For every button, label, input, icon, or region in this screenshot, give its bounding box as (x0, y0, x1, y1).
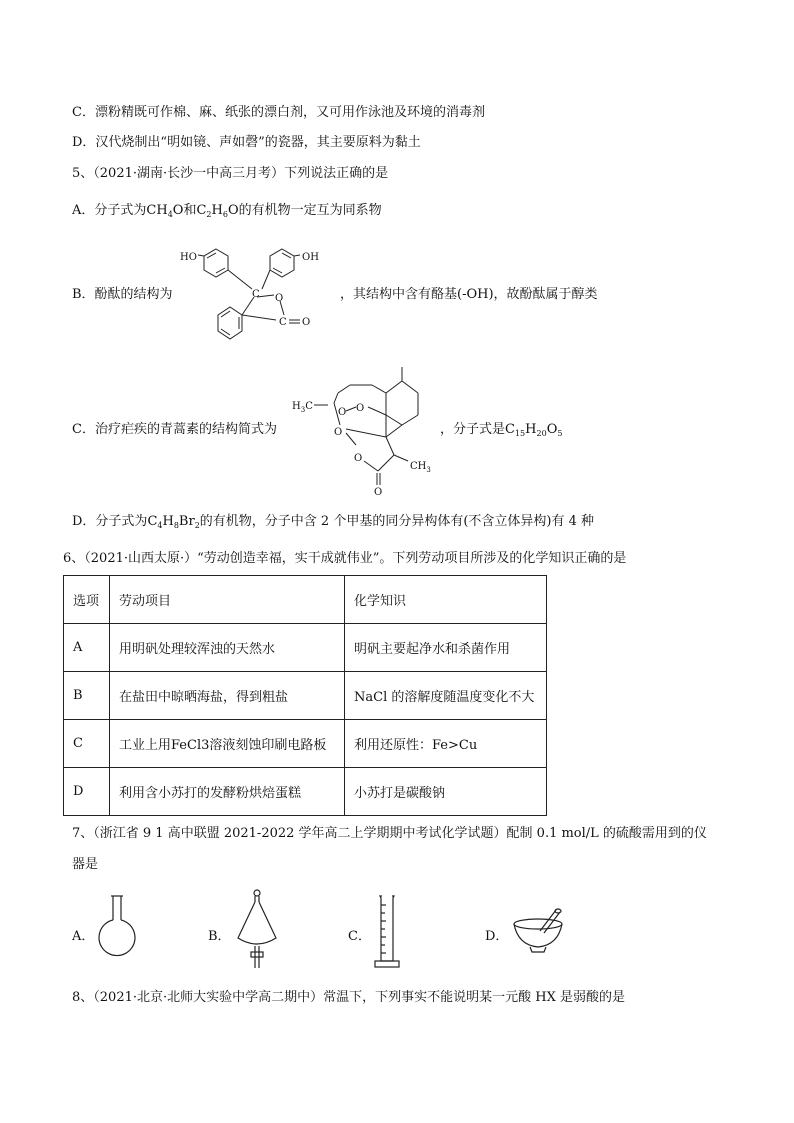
graduated-cylinder-icon (372, 893, 402, 973)
table-row (64, 624, 547, 672)
ether-o-label: O (334, 427, 343, 438)
option-c-text: C．漂粉精既可作棉、麻、纸张的漂白剂，又可用作泳池及环境的消毒剂 (72, 105, 485, 120)
table-cell: 利用含小苏打的发酵粉烘焙蛋糕 (110, 768, 345, 816)
peroxide-o2-label: O (338, 407, 347, 418)
question-5-option-b-pre: B．酚酞的结构为 (72, 287, 173, 302)
q7-option-a-label: A． (72, 929, 95, 944)
mortar-and-pestle-icon (510, 907, 568, 955)
table-header-cell: 化学知识 (345, 576, 547, 624)
option-d-text: D．汉代烧制出“明如镜、声如磬”的瓷器，其主要原料为黏土 (72, 135, 421, 150)
table-cell: B (64, 672, 110, 720)
question-5-option-d: D．分子式为$C_4H_8Br_2$的有机物，分子中含 2 个甲基的同分异构体有(不含立体异构)有 4 种 (72, 514, 595, 530)
question-7-stem-line1: 7、（浙江省 9 1 高中联盟 2021-2022 学年高二上学期期中考试化学试题）配制 0.1 mol/L 的硫酸需用到的仪 (72, 826, 707, 841)
h3c-label: $H_3C$ (292, 401, 313, 414)
question-5-option-b-post: ，其结构中含有酪基(-OH)，故酚酞属于醇类 (340, 287, 598, 302)
oh-label: OH (302, 252, 319, 263)
carbonyl-carbon-label: C (279, 317, 287, 328)
table-header-cell: 选项 (64, 576, 110, 624)
q7-option-b-label: B． (208, 929, 231, 944)
question-5-option-c-post: ，分子式是$C_{15}H_{20}O_5$ (440, 422, 563, 438)
table-cell: 用明矾处理较浑浊的天然水 (110, 624, 345, 672)
q7-option-c-label: C． (348, 929, 371, 944)
artemisinin-structure (290, 363, 440, 501)
question-5-option-a: A．分子式为$CH_4O$和$C_2H_6O$的有机物一定互为同系物 (72, 203, 382, 219)
question-5-stem: 5、（2021·湖南·长沙一中高三月考）下列说法正确的是 (72, 166, 389, 181)
table-cell: 利用还原性：Fe>Cu (345, 720, 547, 768)
question-5-option-c-pre: C．治疗疟疾的青蒿素的结构简式为 (72, 422, 277, 437)
table-row (64, 768, 547, 816)
lactone-o-label: O (354, 453, 363, 464)
table-cell: 小苏打是碳酸钠 (345, 768, 547, 816)
ketone-o-label: O (374, 487, 383, 498)
table-cell: NaCl 的溶解度随温度变化不大 (345, 672, 547, 720)
question-6-stem: 6、（2021·山西太原·）“劳动创造幸福，实干成就伟业”。下列劳动项目所涉及的化学知识正确的是 (63, 551, 627, 566)
table-row (64, 672, 547, 720)
question-8-stem: 8、（2021·北京·北师大实验中学高二期中）常温下，下列事实不能说明某一元酸 HX 是弱酸的是 (72, 990, 625, 1005)
phenolphthalein-structure (178, 245, 340, 347)
round-bottom-flask-icon (97, 892, 137, 960)
table-cell: D (64, 768, 110, 816)
ch3-label: $CH_3$ (410, 461, 431, 474)
separatory-funnel-icon (234, 888, 280, 974)
table-row (64, 720, 547, 768)
question-6-table (63, 575, 547, 816)
table-cell: C (64, 720, 110, 768)
peroxide-o1-label: O (356, 403, 365, 414)
table-cell: 工业上用FeCl3溶液刻蚀印刷电路板 (110, 720, 345, 768)
carbonyl-oxygen-label: O (302, 317, 311, 328)
table-header-cell: 劳动项目 (110, 576, 345, 624)
q7-option-d-label: D． (485, 929, 509, 944)
central-carbon-label: C (252, 289, 260, 300)
table-header-row (64, 576, 547, 624)
table-cell: 明矾主要起净水和杀菌作用 (345, 624, 547, 672)
ring-oxygen-label: O (275, 293, 284, 304)
question-7-stem-line2: 器是 (72, 857, 99, 872)
ho-label: HO (180, 252, 197, 263)
table-cell: A (64, 624, 110, 672)
table-cell: 在盐田中晾晒海盐，得到粗盐 (110, 672, 345, 720)
